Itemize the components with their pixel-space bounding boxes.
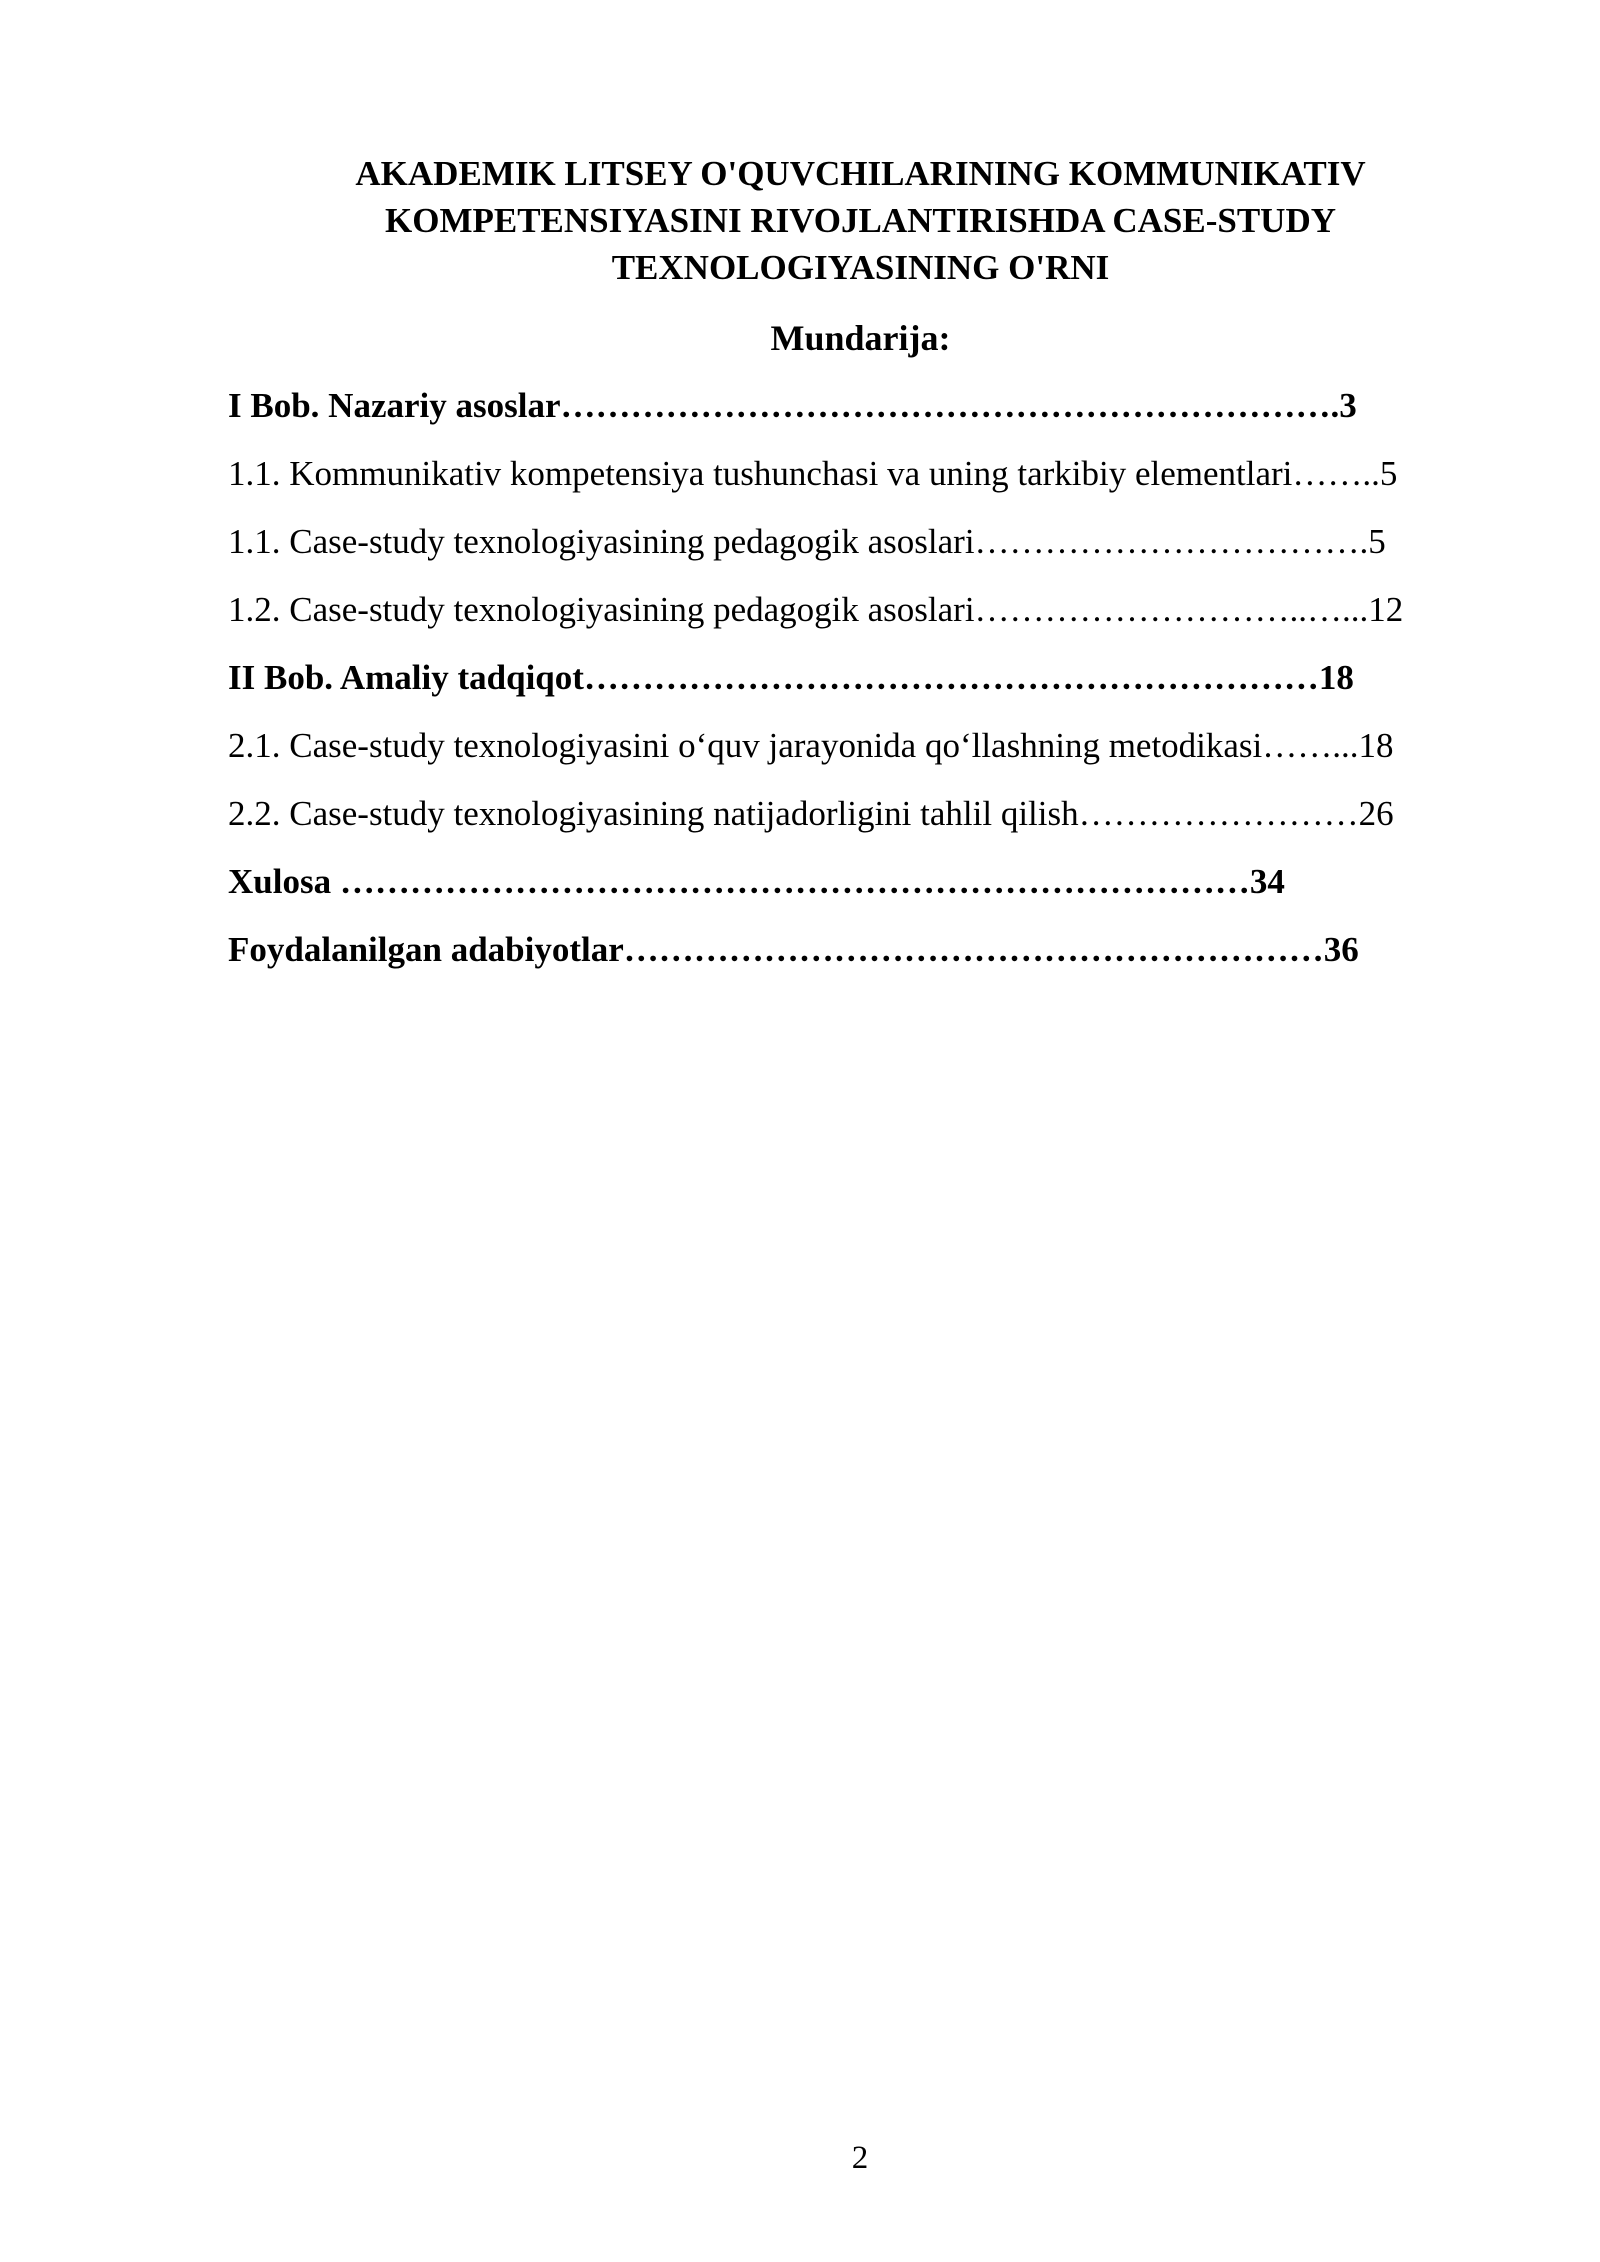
- toc-heading: Mundarija:: [770, 318, 951, 358]
- title-line-1: AKADEMIK LITSEY O'QUVCHILARINING KOMMUNIKATIV: [355, 154, 1366, 193]
- title-line-2: KOMPETENSIYASINI RIVOJLANTIRISHDA CASE-STUDY: [385, 201, 1336, 240]
- toc-entry-2-1: 2.1. Case-study texnologiyasini o‘quv jarayonida qo‘llashning metodikasi……...18: [228, 726, 1394, 765]
- toc-entry-2-2: 2.2. Case-study texnologiyasining natijadorligini tahlil qilish……………………26: [228, 794, 1394, 833]
- toc-entry-chapter-2: II Bob. Amaliy tadqiqot………………………………………………………18: [228, 658, 1354, 697]
- toc-entry-conclusion: Xulosa ……………………………………………………………………34: [228, 862, 1285, 901]
- toc-entry-1-2: 1.2. Case-study texnologiyasining pedagogik asoslari………………………..…...12: [228, 590, 1404, 629]
- title-line-3: TEXNOLOGIYASINING O'RNI: [611, 248, 1110, 287]
- page-number: 2: [851, 2140, 869, 2176]
- toc-entry-references: Foydalanilgan adabiyotlar……………………………………………………36: [228, 930, 1359, 969]
- toc-entry-1-1-case-study: 1.1. Case-study texnologiyasining pedagogik asoslari…………………………….5: [228, 522, 1386, 561]
- toc-entry-chapter-1: I Bob. Nazariy asoslar………………………………………………………….3: [228, 386, 1357, 425]
- table-of-contents: [228, 380, 1493, 992]
- toc-entry-1-1: 1.1. Kommunikativ kompetensiya tushunchasi va uning tarkibiy elementlari……..5: [228, 454, 1398, 493]
- document-title: [228, 150, 1493, 291]
